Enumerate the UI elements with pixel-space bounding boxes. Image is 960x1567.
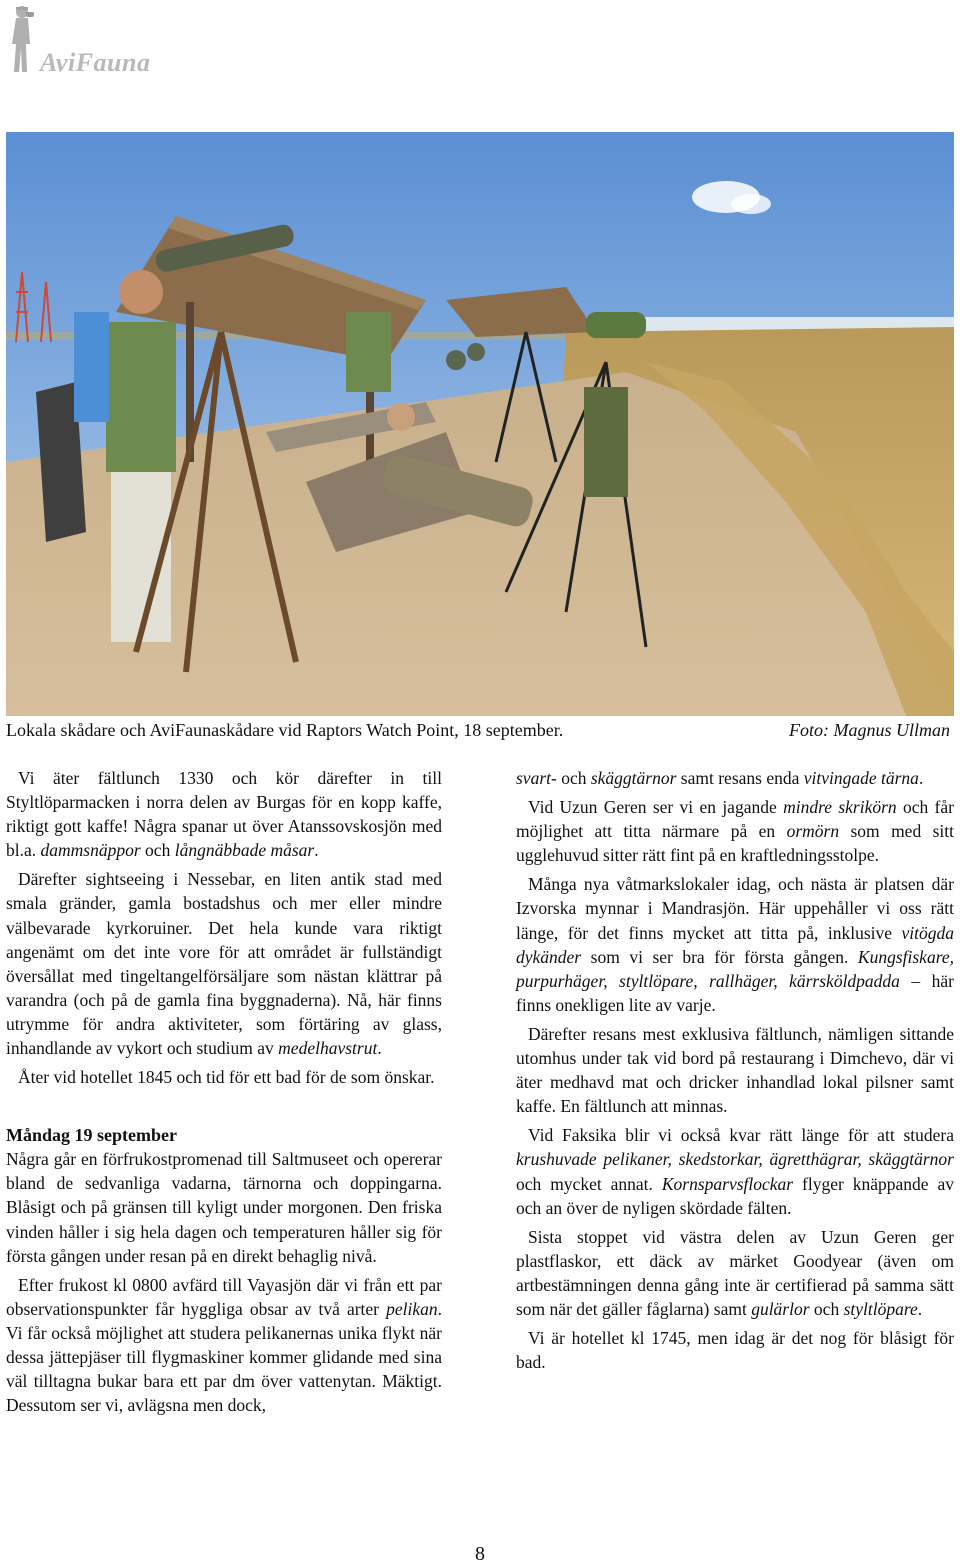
birdwatchers-photo [6, 132, 954, 716]
photo-credit: Foto: Magnus Ullman [789, 720, 950, 740]
paragraph: Sista stoppet vid västra delen av Uzun Geren ger plastflaskor, ett däck av märket Goodyear (även om artbestämningen denna gång inte är certifierad på samma sätt som när det gäller fåglarna) samt gulärlor och styltlöpare. [516, 1226, 954, 1319]
paragraph: Vid Faksika blir vi också kvar rätt länge för att studera krushuvade pelikaner, skedstorkar, ägretthägrar, skäggtärnor och mycket annat. Kornsparvsflockar flyger knäppande av och an över de nyligen skördade fälten. [516, 1125, 954, 1218]
brand-logo-text: AviFauna [40, 48, 151, 77]
article-photo [6, 132, 954, 716]
birdwatcher-logo-icon [6, 4, 36, 74]
paragraph: Därefter sightseeing i Nessebar, en liten antik stad med smala gränder, gamla bostadshus och mer eller mindre välbevarade kyrkoruiner. Det hela kunde vara riktigt angenämt om det inte vore för att området är fullständigt översållat med tingeltangelförsäljare som nästan klättrar på varandra (och på de gamla fina byggnaderna). Nå, här finns utrymme för andra aktiviteter, som förtäring av glass, inhandlande av vykort och studium av medelhavstrut. [6, 869, 442, 1059]
paragraph: Vi äter fältlunch 1330 och kör därefter in till Styltlöparmacken i norra delen av Burgas för en kopp kaffe, riktigt gott kaffe! Några spanar ut över Atanssovskosjön med bl.a. dammsnäppor och långnäbbade måsar. [6, 768, 442, 861]
paragraph: Vi är hotellet kl 1745, men idag är det nog för blåsigt för bad. [516, 1328, 954, 1373]
header [6, 4, 306, 76]
page-number: 8 [475, 1543, 485, 1565]
right-column [516, 766, 954, 1379]
paragraph: Åter vid hotellet 1845 och tid för ett bad för de som önskar. [18, 1067, 435, 1088]
paragraph: Några går en förfrukostpromenad till Saltmuseet och opererar bland de sedvanliga vadarna, tärnorna och doppingarna. Blåsigt och på gränsen till kyligt under morgonen. Den friska vinden håller i sig hela dagen och temperaturen håller sig för första gången under resan på en direkt behaglig nivå. [6, 1149, 442, 1266]
paragraph: Därefter resans mest exklusiva fältlunch, nämligen sittande utomhus under tak vid bord på restaurang i Dimchevo, där vi äter medhavd mat och dricker inhandlad lokal pilsner samt kaffe. En fältlunch att minnas. [516, 1023, 954, 1117]
left-column [6, 766, 442, 1422]
caption-text: Lokala skådare och AviFaunaskådare vid Raptors Watch Point, 18 september. [6, 720, 564, 740]
paragraph: Efter frukost kl 0800 avfärd till Vayasjön där vi från ett par observationspunkter får hyggliga obsar av två arter pelikan. Vi får också möjlighet att studera pelikanernas unika flykt när dessa jättepjäser till flygmaskiner kommer glidande med sina väl tilltagna bukar bara ett par dm över vattenytan. Mäktigt. Dessutom ser vi, avlägsna men dock, [6, 1274, 442, 1416]
paragraph: Vid Uzun Geren ser vi en jagande mindre skrikörn och får möjlighet att titta närmare på en ormörn som med sitt ugglehuvud sitter rätt fint på en kraftledningsstolpe. [516, 797, 955, 866]
paragraph: Många nya våtmarkslokaler idag, och nästa är platsen där Izvorska mynnar i Mandrasjön. Här uppehåller vi oss rätt länge, för det finns mycket att titta på, inklusive vitögda dykänder som vi ser bra för första gången. Kungsfiskare, purpurhäger, styltlöpare, rallhäger, kärrsköldpadda – här finns onekligen lite av varje. [516, 874, 954, 1015]
paragraph: svart- och skäggtärnor samt resans enda vitvingade tärna. [516, 768, 924, 788]
section-heading: Måndag 19 september [6, 1125, 177, 1146]
